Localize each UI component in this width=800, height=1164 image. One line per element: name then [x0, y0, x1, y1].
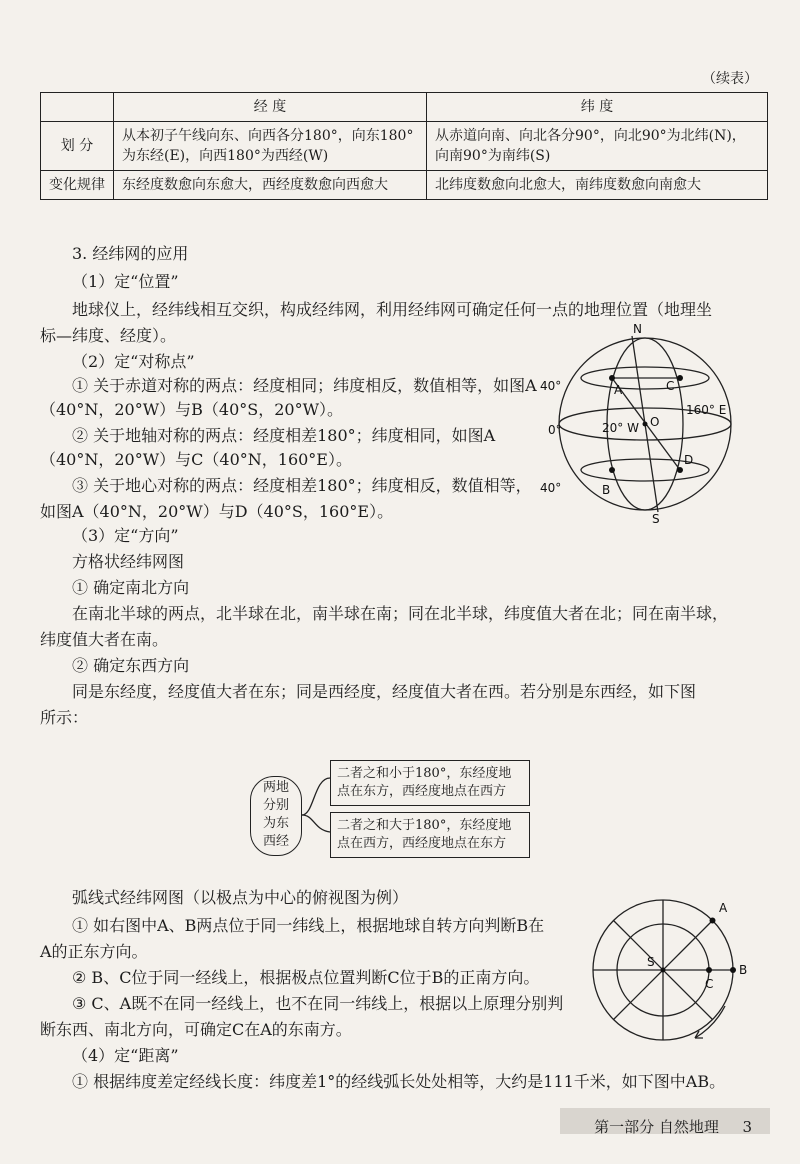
- label-b: B: [602, 483, 611, 497]
- paragraph-line: ③ 关于地心对称的两点：经度相差180°；纬度相反，数值相等，: [72, 476, 532, 495]
- label-s: S: [652, 512, 660, 524]
- lat-lon-table: [40, 92, 768, 200]
- paragraph-line: （40°N，20°W）与B（40°S，20°W）。: [40, 400, 344, 419]
- paragraph-line: 在南北半球的两点，北半球在北，南半球在南；同在北半球，纬度值大者在北；同在南半球，: [72, 604, 729, 623]
- paragraph-line: 所示：: [40, 708, 89, 727]
- table-header-cell: 纬 度: [427, 93, 768, 122]
- point-d: [677, 467, 683, 473]
- flowchart-branch-1: [330, 760, 530, 806]
- label-c: C: [666, 379, 675, 393]
- center-o: [643, 422, 648, 427]
- flowchart-source-line: 两地: [262, 780, 289, 795]
- flowchart-source-line: 西经: [262, 834, 289, 849]
- paragraph-line: 地球仪上，经纬线相互交织，构成经纬网，利用经纬网可确定任何一点的地理位置（地理坐: [72, 300, 713, 319]
- paragraph-line: （40°N，20°W）与C（40°N，160°E）。: [40, 450, 352, 469]
- point-c: [677, 375, 683, 381]
- label-d: D: [684, 453, 694, 467]
- paragraph-line: 纬度值大者在南。: [40, 630, 169, 649]
- sub-heading: ① 确定南北方向: [72, 578, 190, 597]
- point-a: [710, 918, 716, 924]
- sub-heading: ② 确定东西方向: [72, 656, 190, 675]
- flowchart-branch-line: 二者之和小于180°，东经度地: [337, 766, 512, 781]
- point-b: [609, 467, 615, 473]
- table-cell: 划 分: [41, 122, 114, 171]
- section-heading: 3. 经纬网的应用: [72, 244, 189, 263]
- flowchart-source-line: 分别: [262, 798, 289, 813]
- polar-figure: [575, 888, 765, 1058]
- point-a: [609, 375, 615, 381]
- table-row: [41, 171, 768, 200]
- flowchart-branch-line: 点在东方，西经度地点在西方: [337, 784, 507, 799]
- paragraph-line: 如图A（40°N，20°W）与D（40°S，160°E）。: [40, 502, 394, 521]
- label-o: O: [650, 415, 660, 429]
- label-lon-20w: 20° W: [602, 421, 639, 435]
- paragraph-line: 同是东经度，经度值大者在东；同是西经度，经度值大者在西。若分别是东西经，如下图: [72, 682, 697, 701]
- point-b: [730, 967, 736, 973]
- label-lon-160e: 160° E: [686, 403, 727, 417]
- table-cell: 从赤道向南、向北各分90°，向北90°为北纬(N)，向南90°为南纬(S): [427, 122, 768, 171]
- paragraph-line: ① 如右图中A、B两点位于同一纬线上，根据地球自转方向判断B在: [72, 916, 545, 935]
- paragraph-line: ② 关于地轴对称的两点：经度相差180°；纬度相同，如图A: [72, 426, 496, 445]
- table-cell: 东经度数愈向东愈大，西经度数愈向西愈大: [114, 171, 427, 200]
- pole-s: [661, 968, 666, 973]
- table-header-cell: [41, 93, 114, 122]
- paragraph-line: 标—纬度、经度）。: [40, 326, 177, 345]
- footer-section: 第一部分 自然地理: [594, 1118, 719, 1136]
- table-row: [41, 122, 768, 171]
- table-header-row: [41, 93, 768, 122]
- flowchart-source-line: 为东: [262, 816, 289, 831]
- paragraph-line: ② B、C位于同一经线上，根据极点位置判断C位于B的正南方向。: [72, 968, 540, 987]
- paragraph-line: 断东西、南北方向，可确定C在A的东南方。: [40, 1020, 352, 1039]
- table-header-cell: 经 度: [114, 93, 427, 122]
- sub-heading: （2）定“对称点”: [72, 352, 195, 371]
- table-cell: 从本初子午线向东、向西各分180°，向东180°为东经(E)，向西180°为西经(W): [114, 122, 427, 171]
- point-c: [706, 967, 712, 973]
- flowchart-branch-2: [330, 812, 530, 858]
- paragraph-line: ① 根据纬度差定经线长度：纬度差1°的经线弧长处处相等，大约是111千米，如下图中AB。: [72, 1072, 726, 1091]
- paragraph-line: ① 关于赤道对称的两点：经度相同；纬度相反，数值相等，如图A: [72, 376, 537, 395]
- label-lat-0: 0°: [548, 423, 562, 437]
- label-c: C: [705, 977, 714, 991]
- label-n: N: [633, 322, 642, 336]
- sub-heading: 方格状经纬网图: [72, 552, 185, 571]
- globe-figure: [540, 322, 740, 524]
- label-s: S: [647, 955, 655, 969]
- flowchart-branch-line: 点在西方，西经度地点在东方: [337, 836, 507, 851]
- label-lat-40n: 40°: [540, 379, 562, 393]
- page-footer: [594, 1116, 752, 1137]
- paragraph-line: ③ C、A既不在同一经线上，也不在同一纬线上，根据以上原理分别判: [72, 994, 564, 1013]
- sub-heading: （3）定“方向”: [72, 526, 179, 545]
- label-a: A: [719, 901, 728, 915]
- table-cell: 北纬度数愈向北愈大，南纬度数愈向南愈大: [427, 171, 768, 200]
- flowchart-source: [250, 776, 302, 856]
- page-number: 3: [742, 1118, 752, 1136]
- table-cell: 变化规律: [41, 171, 114, 200]
- sub-heading: （1）定“位置”: [72, 272, 179, 291]
- label-b: B: [739, 963, 748, 977]
- continued-label: （续表）: [702, 71, 758, 87]
- label-lat-40s: 40°: [540, 481, 562, 495]
- label-a: A: [614, 383, 623, 397]
- sub-heading: （4）定“距离”: [72, 1046, 179, 1065]
- flowchart-branch-line: 二者之和大于180°，东经度地: [337, 818, 512, 833]
- sub-heading: 弧线式经纬网图（以极点为中心的俯视图为例）: [72, 888, 409, 907]
- paragraph-line: A的正东方向。: [40, 942, 148, 961]
